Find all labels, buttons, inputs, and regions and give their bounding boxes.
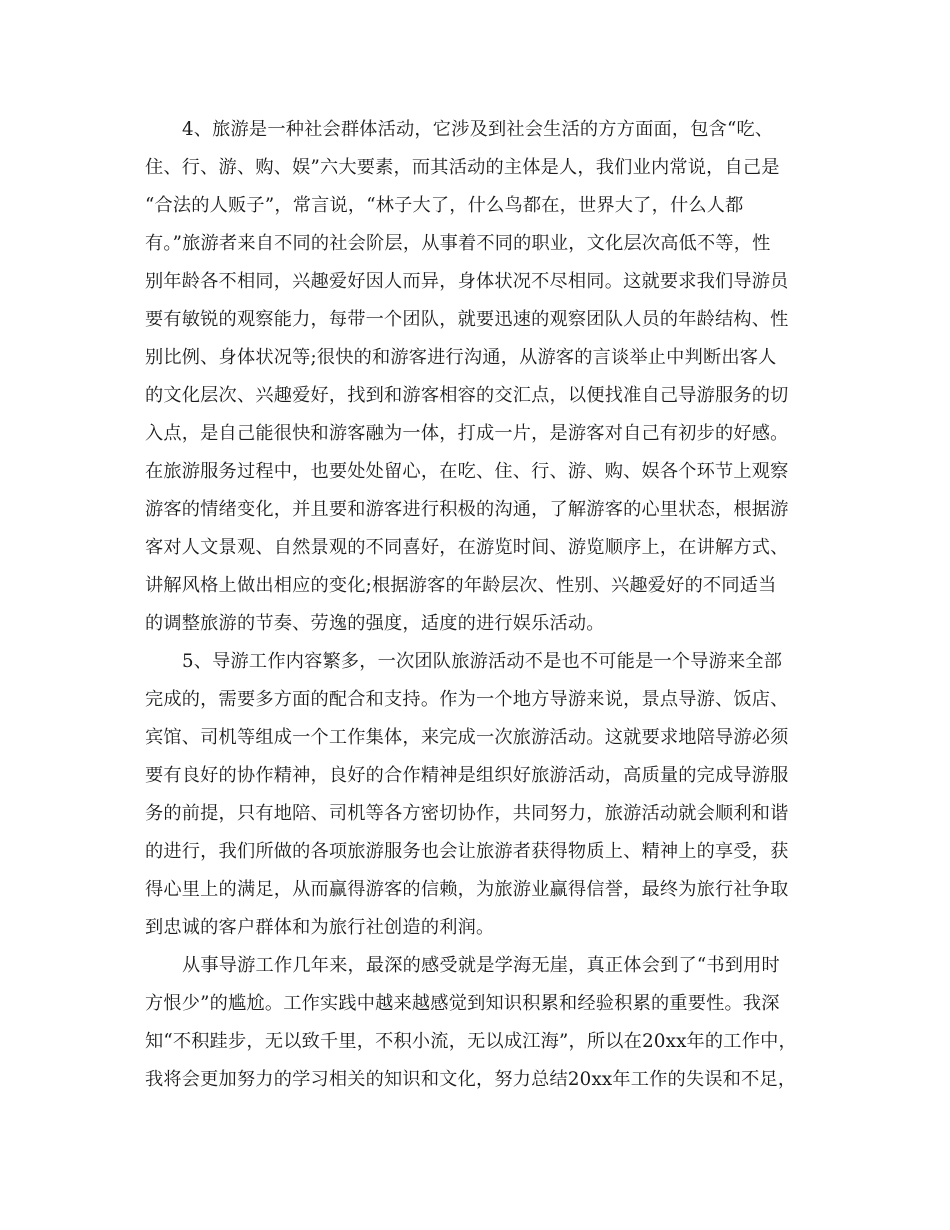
paragraph-4-line: 的文化层次、兴趣爱好，找到和游客相容的交汇点，以便找准自己导游服务的切 [145, 385, 789, 406]
paragraph-4-line: 有。”旅游者来自不同的社会阶层，从事着不同的职业，文化层次高低不等，性 [145, 233, 771, 254]
paragraph-5-line: 得心里上的满足，从而赢得游客的信赖，为旅游业赢得信誉，最终为旅行社争取 [145, 879, 789, 900]
paragraph-5-line: 的进行，我们所做的各项旅游服务也会让旅游者获得物质上、精神上的享受，获 [145, 841, 789, 862]
paragraph-4-line: 游客的情绪变化，并且要和游客进行积极的沟通，了解游客的心里状态，根据游 [145, 499, 789, 520]
paragraph-4-line: 在旅游服务过程中，也要处处留心，在吃、住、行、游、购、娱各个环节上观察 [145, 461, 789, 482]
paragraph-4-line: 住、行、游、购、娱”六大要素，而其活动的主体是人，我们业内常说，自己是 [145, 157, 780, 178]
closing-paragraph-line: 从事导游工作几年来，最深的感受就是学海无崖，真正体会到了“书到用时 [182, 955, 780, 976]
closing-paragraph-line: 方恨少”的尴尬。工作实践中越来越感觉到知识积累和经验积累的重要性。我深 [145, 993, 780, 1014]
paragraph-5-line: 5、导游工作内容繁多，一次团队旅游活动不是也不可能是一个导游来全部 [182, 651, 783, 672]
paragraph-5-line: 到忠诚的客户群体和为旅行社创造的利润。 [145, 917, 495, 938]
paragraph-5-line: 务的前提，只有地陪、司机等各方密切协作，共同努力，旅游活动就会顺利和谐 [145, 803, 789, 824]
paragraph-4-line: 要有敏锐的观察能力，每带一个团队，就要迅速的观察团队人员的年龄结构、性 [145, 309, 789, 330]
closing-paragraph-line: 知“不积跬步，无以致千里，不积小流，无以成江海”，所以在20xx年的工作中， [145, 1031, 797, 1052]
paragraph-4-line: 的调整旅游的节奏、劳逸的强度，适度的进行娱乐活动。 [145, 613, 605, 634]
paragraph-4-line: 讲解风格上做出相应的变化;根据游客的年龄层次、性别、兴趣爱好的不同适当 [145, 575, 777, 596]
paragraph-4-line: 别年龄各不相同，兴趣爱好因人而异，身体状况不尽相同。这就要求我们导游员 [145, 271, 789, 292]
paragraph-4-line: “合法的人贩子”，常言说，“林子大了，什么鸟都在，世界大了，什么人都 [145, 195, 744, 216]
paragraph-5-line: 要有良好的协作精神，良好的合作精神是组织好旅游活动，高质量的完成导游服 [145, 765, 789, 786]
paragraph-4-line: 入点，是自己能很快和游客融为一体，打成一片，是游客对自己有初步的好感。 [145, 423, 789, 444]
paragraph-4-line: 别比例、身体状况等;很快的和游客进行沟通，从游客的言谈举止中判断出客人 [145, 347, 777, 368]
paragraph-5-line: 宾馆、司机等组成一个工作集体，来完成一次旅游活动。这就要求地陪导游必须 [145, 727, 789, 748]
paragraph-4-line: 客对人文景观、自然景观的不同喜好，在游览时间、游览顺序上，在讲解方式、 [145, 537, 789, 558]
paragraph-5-line: 完成的，需要多方面的配合和支持。作为一个地方导游来说，景点导游、饭店、 [145, 689, 789, 710]
closing-paragraph-line: 我将会更加努力的学习相关的知识和文化，努力总结20xx年工作的失误和不足， [145, 1069, 797, 1090]
paragraph-4-line: 4、旅游是一种社会群体活动，它涉及到社会生活的方方面面，包含“吃、 [182, 119, 774, 140]
